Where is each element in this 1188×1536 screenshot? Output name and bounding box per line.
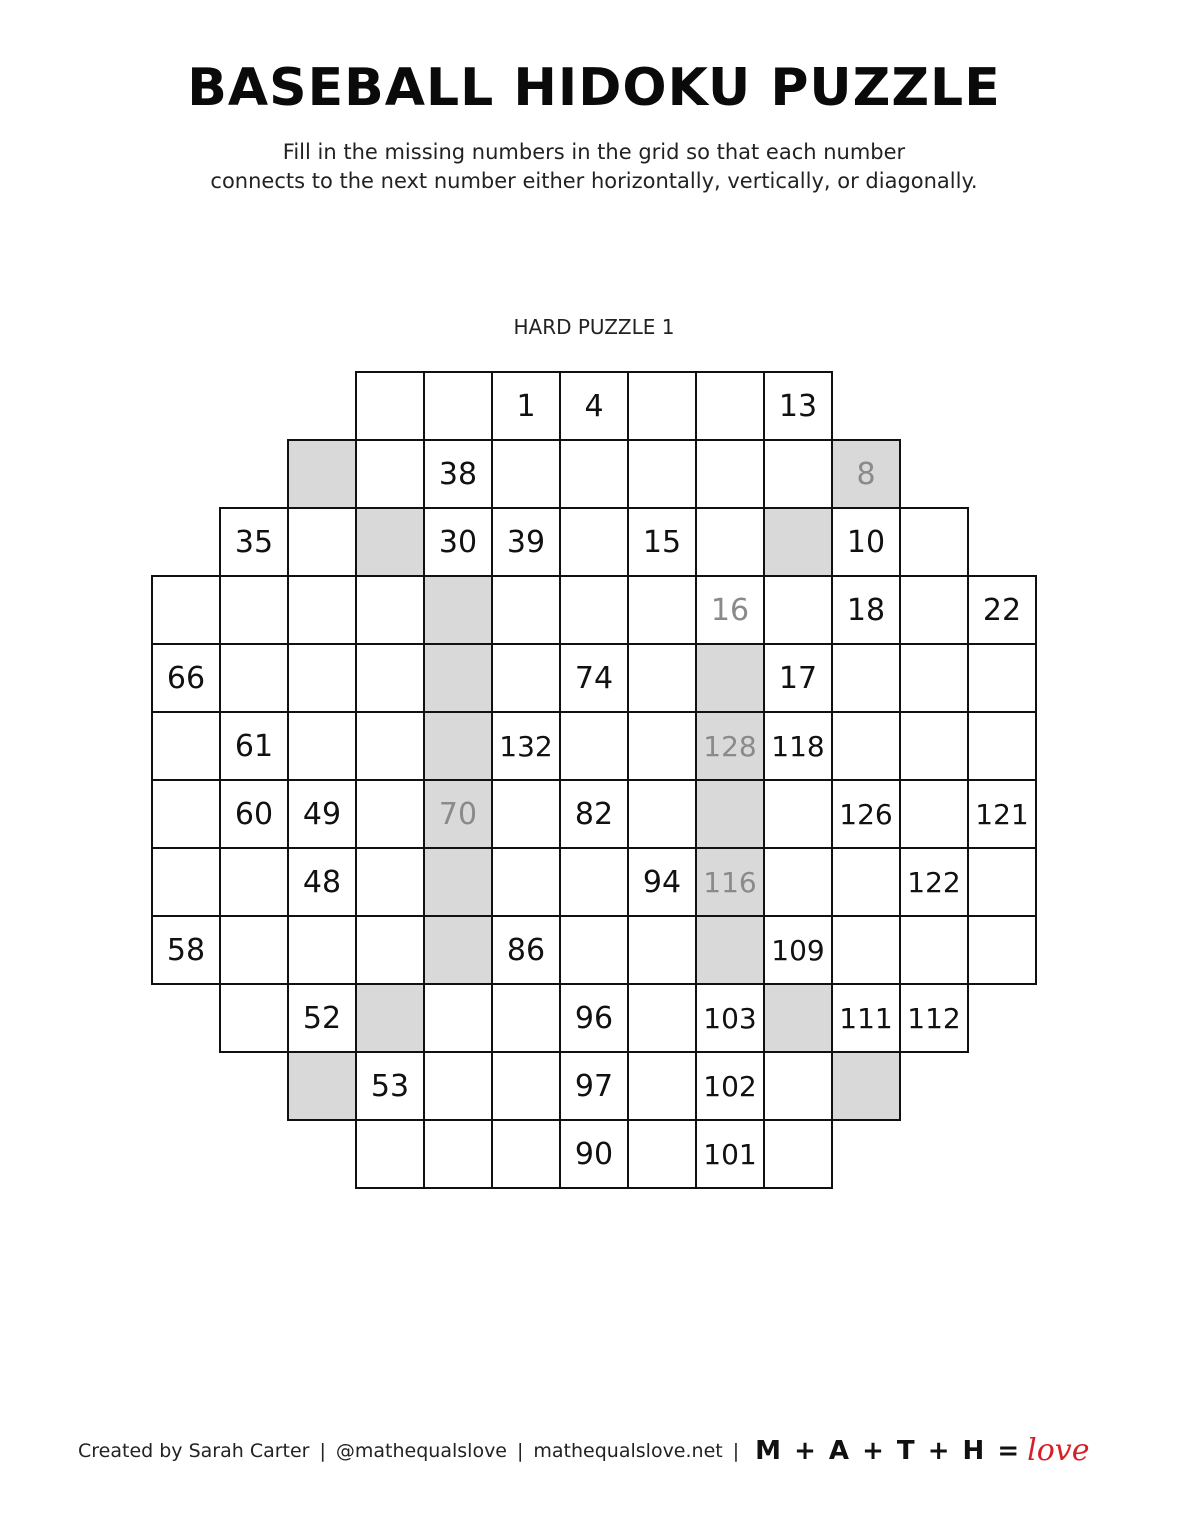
grid-cell-empty[interactable] <box>355 439 425 509</box>
grid-cell-empty[interactable] <box>423 371 493 441</box>
grid-cell-empty[interactable] <box>423 1051 493 1121</box>
grid-cell-shaded[interactable] <box>423 711 493 781</box>
grid-cell-empty[interactable] <box>355 1119 425 1189</box>
grid-cell-empty[interactable] <box>627 1051 697 1121</box>
grid-cell-given: 38 <box>423 439 493 509</box>
grid-cell-given: 13 <box>763 371 833 441</box>
grid-cell-given: 15 <box>627 507 697 577</box>
footer <box>78 1433 1090 1468</box>
brand-logo: M + A + T + H = <box>755 1435 1022 1466</box>
grid-cell-empty[interactable] <box>627 575 697 645</box>
grid-cell-given: 61 <box>219 711 289 781</box>
grid-cell-empty[interactable] <box>287 915 357 985</box>
grid-cell-given: 111 <box>831 983 901 1053</box>
footer-separator: | <box>732 1439 740 1462</box>
grid-cell-empty[interactable] <box>831 711 901 781</box>
page-title: BASEBALL HIDOKU PUZZLE <box>187 58 1001 118</box>
grid-cell-empty[interactable] <box>899 643 969 713</box>
grid-cell-given: 132 <box>491 711 561 781</box>
grid-cell-empty[interactable] <box>287 507 357 577</box>
grid-cell-empty[interactable] <box>899 779 969 849</box>
grid-cell-given: 52 <box>287 983 357 1053</box>
grid-cell-empty[interactable] <box>695 371 765 441</box>
grid-cell-shaded[interactable] <box>423 643 493 713</box>
grid-cell-empty[interactable] <box>559 507 629 577</box>
grid-cell-shaded[interactable] <box>831 1051 901 1121</box>
grid-cell-empty[interactable] <box>287 575 357 645</box>
grid-cell-empty[interactable] <box>559 711 629 781</box>
grid-cell-empty[interactable] <box>491 847 561 917</box>
grid-cell-empty[interactable] <box>219 915 289 985</box>
footer-separator: | <box>319 1439 326 1462</box>
grid-cell-given: 116 <box>695 847 765 917</box>
grid-cell-empty[interactable] <box>491 1051 561 1121</box>
grid-cell-empty[interactable] <box>491 779 561 849</box>
footer-credit: Created by Sarah Carter <box>78 1439 310 1462</box>
grid-cell-given: 18 <box>831 575 901 645</box>
grid-cell-empty[interactable] <box>219 983 289 1053</box>
grid-cell-empty[interactable] <box>151 711 221 781</box>
grid-cell-given: 122 <box>899 847 969 917</box>
grid-cell-empty[interactable] <box>219 847 289 917</box>
grid-cell-given: 58 <box>151 915 221 985</box>
grid-cell-given: 102 <box>695 1051 765 1121</box>
grid-cell-empty[interactable] <box>967 711 1037 781</box>
grid-cell-shaded[interactable] <box>355 507 425 577</box>
grid-cell-empty[interactable] <box>219 643 289 713</box>
grid-cell-given: 8 <box>831 439 901 509</box>
grid-cell-empty[interactable] <box>559 439 629 509</box>
grid-cell-empty[interactable] <box>355 643 425 713</box>
grid-cell-given: 70 <box>423 779 493 849</box>
grid-cell-given: 60 <box>219 779 289 849</box>
grid-cell-given: 97 <box>559 1051 629 1121</box>
grid-cell-empty[interactable] <box>423 1119 493 1189</box>
grid-cell-empty[interactable] <box>831 847 901 917</box>
grid-cell-shaded[interactable] <box>695 779 765 849</box>
grid-cell-given: 48 <box>287 847 357 917</box>
grid-cell-given: 10 <box>831 507 901 577</box>
grid-cell-empty[interactable] <box>491 983 561 1053</box>
grid-cell-given: 101 <box>695 1119 765 1189</box>
grid-cell-given: 35 <box>219 507 289 577</box>
grid-cell-empty[interactable] <box>627 983 697 1053</box>
grid-cell-empty[interactable] <box>763 575 833 645</box>
grid-cell-shaded[interactable] <box>287 439 357 509</box>
grid-cell-given: 49 <box>287 779 357 849</box>
grid-cell-empty[interactable] <box>627 779 697 849</box>
grid-cell-given: 74 <box>559 643 629 713</box>
grid-cell-empty[interactable] <box>899 507 969 577</box>
grid-cell-given: 22 <box>967 575 1037 645</box>
grid-cell-empty[interactable] <box>287 643 357 713</box>
grid-cell-empty[interactable] <box>355 371 425 441</box>
grid-cell-shaded[interactable] <box>695 915 765 985</box>
grid-cell-given: 103 <box>695 983 765 1053</box>
grid-cell-empty[interactable] <box>763 1119 833 1189</box>
grid-cell-given: 118 <box>763 711 833 781</box>
grid-cell-empty[interactable] <box>491 439 561 509</box>
grid-cell-given: 82 <box>559 779 629 849</box>
brand-logo-love: love <box>1027 1433 1090 1468</box>
grid-cell-empty[interactable] <box>695 439 765 509</box>
grid-cell-given: 30 <box>423 507 493 577</box>
instruction-line-1: Fill in the missing numbers in the grid so that each number <box>282 140 906 164</box>
grid-cell-given: 96 <box>559 983 629 1053</box>
grid-cell-empty[interactable] <box>559 915 629 985</box>
grid-cell-given: 121 <box>967 779 1037 849</box>
grid-cell-empty[interactable] <box>763 779 833 849</box>
grid-cell-given: 16 <box>695 575 765 645</box>
puzzle-label: HARD PUZZLE 1 <box>513 315 675 339</box>
grid-cell-empty[interactable] <box>763 1051 833 1121</box>
grid-cell-empty[interactable] <box>627 711 697 781</box>
grid-cell-given: 126 <box>831 779 901 849</box>
grid-cell-given: 39 <box>491 507 561 577</box>
footer-website: mathequalslove.net <box>533 1439 723 1462</box>
grid-cell-empty[interactable] <box>627 643 697 713</box>
grid-cell-empty[interactable] <box>355 779 425 849</box>
grid-cell-given: 112 <box>899 983 969 1053</box>
grid-cell-empty[interactable] <box>355 575 425 645</box>
grid-cell-empty[interactable] <box>151 847 221 917</box>
grid-cell-given: 86 <box>491 915 561 985</box>
grid-cell-given: 128 <box>695 711 765 781</box>
grid-cell-shaded[interactable] <box>423 915 493 985</box>
grid-cell-given: 17 <box>763 643 833 713</box>
grid-cell-empty[interactable] <box>355 915 425 985</box>
grid-cell-empty[interactable] <box>627 439 697 509</box>
grid-cell-empty[interactable] <box>151 779 221 849</box>
grid-cell-empty[interactable] <box>151 575 221 645</box>
grid-cell-empty[interactable] <box>967 643 1037 713</box>
grid-cell-shaded[interactable] <box>763 983 833 1053</box>
grid-cell-given: 109 <box>763 915 833 985</box>
grid-cell-empty[interactable] <box>627 1119 697 1189</box>
grid-cell-shaded[interactable] <box>695 643 765 713</box>
grid-cell-empty[interactable] <box>763 439 833 509</box>
grid-cell-empty[interactable] <box>831 915 901 985</box>
grid-cell-shaded[interactable] <box>423 847 493 917</box>
grid-cell-empty[interactable] <box>219 575 289 645</box>
grid-cell-empty[interactable] <box>355 847 425 917</box>
grid-cell-empty[interactable] <box>899 915 969 985</box>
grid-cell-empty[interactable] <box>967 847 1037 917</box>
grid-cell-given: 90 <box>559 1119 629 1189</box>
grid-cell-given: 1 <box>491 371 561 441</box>
grid-cell-empty[interactable] <box>491 643 561 713</box>
grid-cell-empty[interactable] <box>423 983 493 1053</box>
grid-cell-empty[interactable] <box>831 643 901 713</box>
grid-cell-empty[interactable] <box>695 507 765 577</box>
grid-cell-empty[interactable] <box>967 915 1037 985</box>
grid-cell-given: 53 <box>355 1051 425 1121</box>
grid-cell-given: 4 <box>559 371 629 441</box>
grid-cell-empty[interactable] <box>355 711 425 781</box>
grid-cell-empty[interactable] <box>287 711 357 781</box>
grid-cell-shaded[interactable] <box>763 507 833 577</box>
grid-cell-empty[interactable] <box>627 371 697 441</box>
grid-cell-empty[interactable] <box>559 847 629 917</box>
grid-cell-empty[interactable] <box>899 575 969 645</box>
grid-cell-given: 66 <box>151 643 221 713</box>
grid-cell-empty[interactable] <box>559 575 629 645</box>
grid-cell-shaded[interactable] <box>287 1051 357 1121</box>
grid-cell-given: 94 <box>627 847 697 917</box>
grid-cell-shaded[interactable] <box>423 575 493 645</box>
grid-cell-empty[interactable] <box>899 711 969 781</box>
footer-handle: @mathequalslove <box>335 1439 507 1462</box>
grid-cell-empty[interactable] <box>491 1119 561 1189</box>
grid-cell-empty[interactable] <box>627 915 697 985</box>
grid-cell-empty[interactable] <box>763 847 833 917</box>
instruction-line-2: connects to the next number either horizontally, vertically, or diagonally. <box>210 169 978 193</box>
grid-cell-shaded[interactable] <box>355 983 425 1053</box>
grid-cell-empty[interactable] <box>491 575 561 645</box>
footer-separator: | <box>517 1439 524 1462</box>
